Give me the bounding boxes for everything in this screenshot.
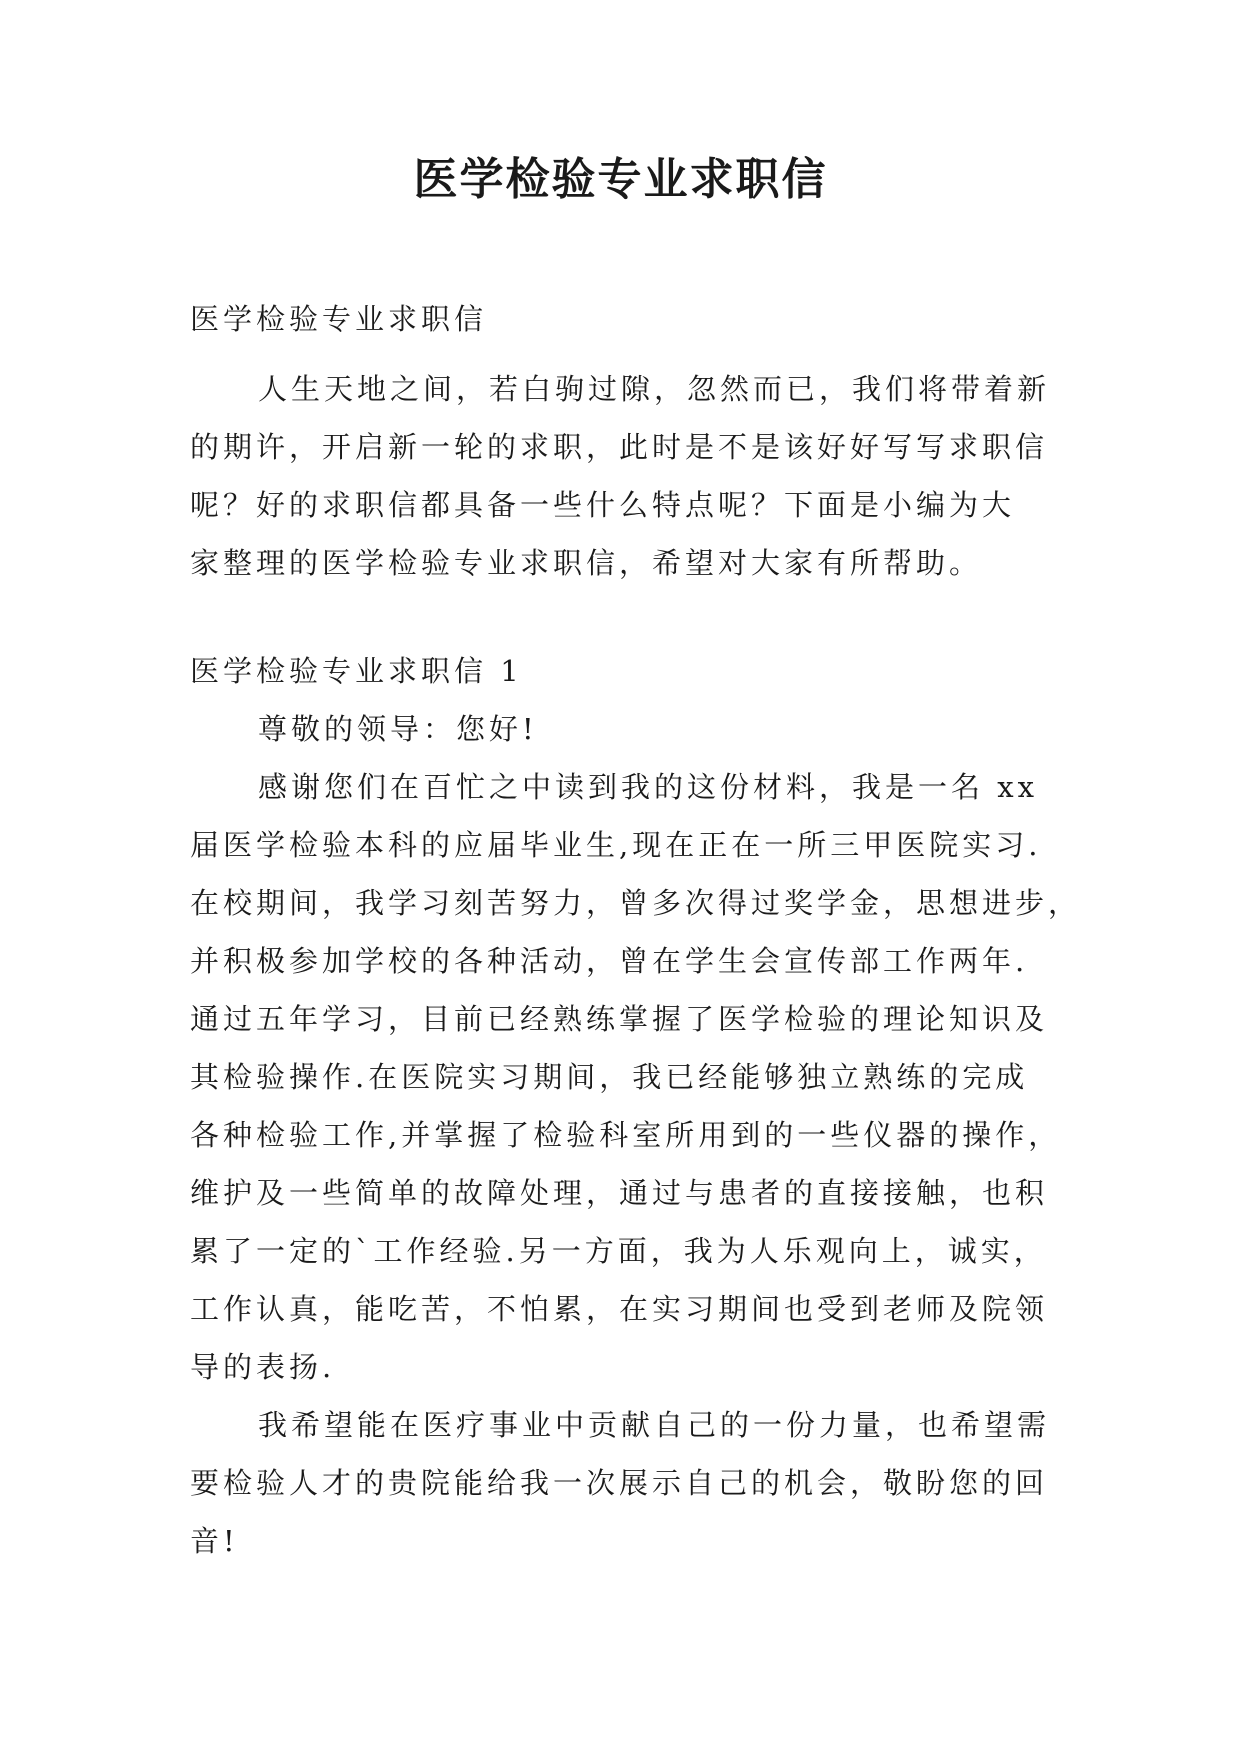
salutation: 尊敬的领导：您好! (258, 712, 538, 746)
document-body (190, 290, 1082, 1570)
body-line: 感谢您们在百忙之中读到我的这份材料，我是一名 xx (258, 770, 1038, 804)
closing-line: 要检验人才的贵院能给我一次展示自己的机会，敬盼您的回 (190, 1466, 1049, 1500)
body-line: 并积极参加学校的各种活动，曾在学生会宣传部工作两年. (190, 944, 1029, 978)
body-line: 维护及一些简单的故障处理，通过与患者的直接接触，也积 (190, 1176, 1049, 1210)
body-line: 各种检验工作,并掌握了检验科室所用到的一些仪器的操作， (190, 1118, 1062, 1152)
subtitle: 医学检验专业求职信 (190, 302, 488, 336)
intro-line: 家整理的医学检验专业求职信，希望对大家有所帮助。 (190, 546, 983, 580)
body-line: 通过五年学习，目前已经熟练掌握了医学检验的理论知识及 (190, 1002, 1049, 1036)
body-line: 累了一定的`工作经验.另一方面，我为人乐观向上，诚实， (190, 1234, 1047, 1268)
body-line: 在校期间，我学习刻苦努力，曾多次得过奖学金，思想进步， (190, 886, 1082, 920)
body-line: 其检验操作.在医院实习期间，我已经能够独立熟练的完成 (190, 1060, 1029, 1094)
body-line: 届医学检验本科的应届毕业生,现在正在一所三甲医院实习. (190, 828, 1042, 862)
closing-line: 我希望能在医疗事业中贡献自己的一份力量，也希望需 (258, 1408, 1051, 1442)
intro-line: 的期许，开启新一轮的求职，此时是不是该好好写写求职信 (190, 430, 1049, 464)
body-line: 导的表扬. (190, 1350, 336, 1384)
body-line: 工作认真，能吃苦，不怕累，在实习期间也受到老师及院领 (190, 1292, 1049, 1326)
intro-line: 人生天地之间，若白驹过隙，忽然而已，我们将带着新 (258, 372, 1051, 406)
document-title: 医学检验专业求职信 (413, 154, 828, 205)
section-heading: 医学检验专业求职信 1 (190, 654, 523, 688)
intro-line: 呢？好的求职信都具备一些什么特点呢？下面是小编为大 (190, 488, 1016, 522)
closing-line: 音! (190, 1524, 239, 1558)
